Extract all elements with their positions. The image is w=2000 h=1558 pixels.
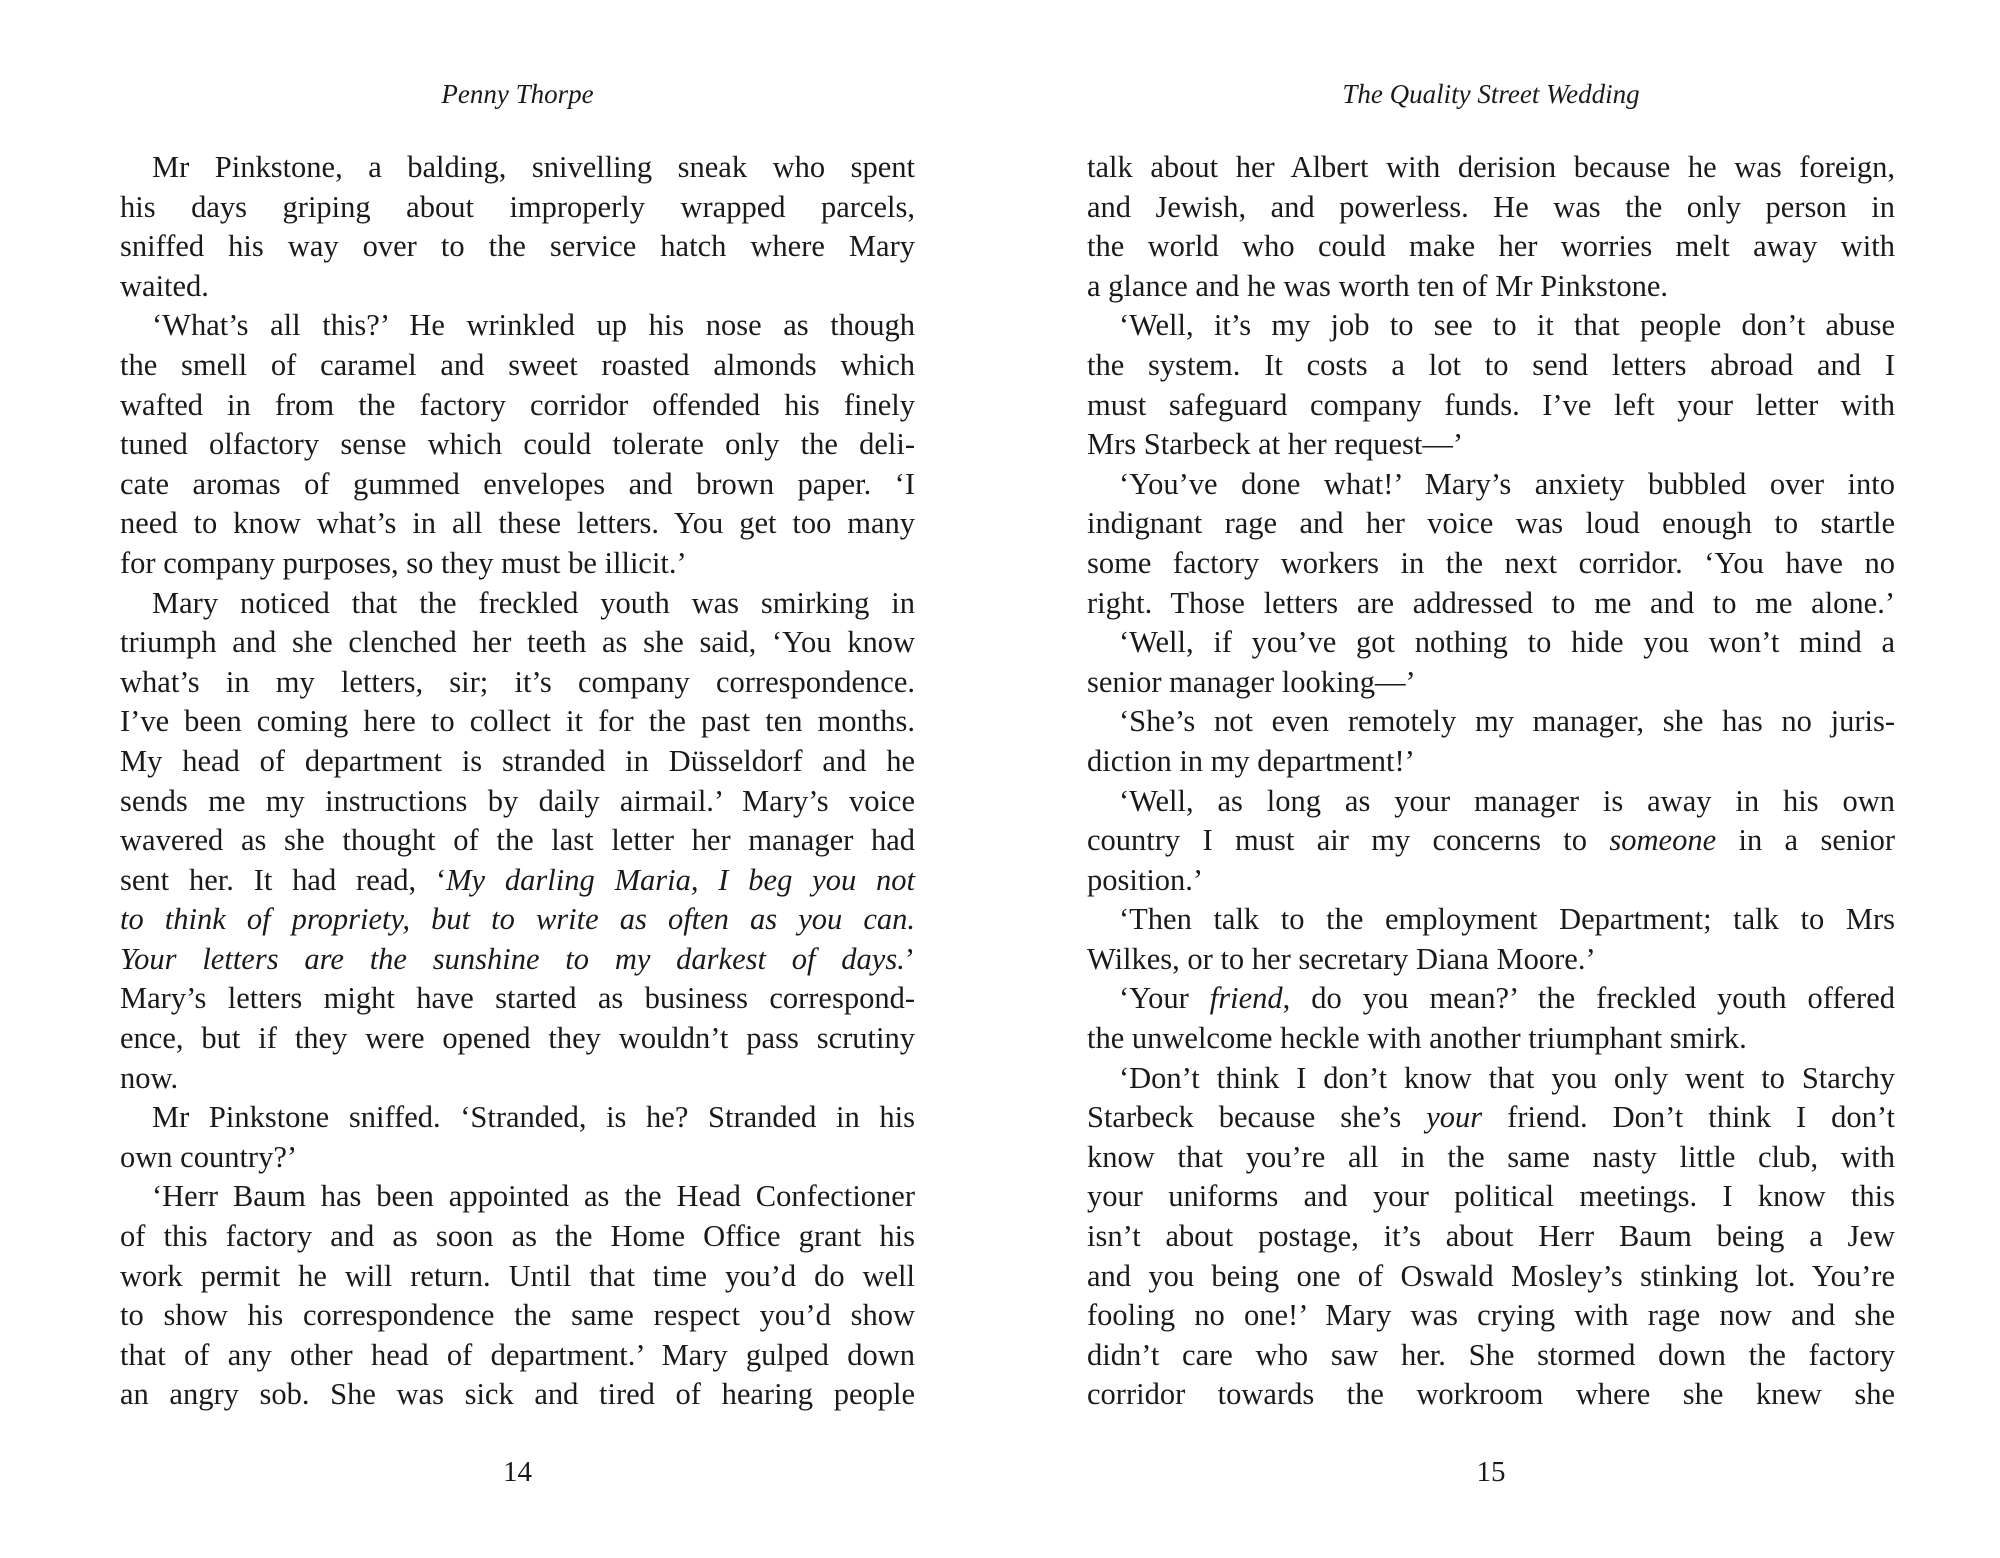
right-body-text: [1087, 148, 1895, 1415]
text-run: ‘Well, it’s my job to see to it that people don’t abuse: [1119, 308, 1895, 343]
text-line: [1087, 821, 1895, 861]
right-page-number: 15: [1476, 1456, 1506, 1488]
text-line: [1087, 188, 1895, 228]
text-run: of this factory and as soon as the Home Office grant his: [120, 1219, 915, 1254]
text-line: [120, 1217, 915, 1257]
italic-run: Your letters are the sunshine to my darkest of days.: [120, 941, 905, 976]
text-line: [1087, 1098, 1895, 1138]
left-page: [120, 0, 915, 1558]
text-run: the system. It costs a lot to send letters abroad and I: [1087, 347, 1895, 382]
text-run: his days griping about improperly wrapped parcels,: [120, 189, 915, 224]
text-line: [1087, 544, 1895, 584]
text-run: ence, but if they were opened they wouldn’t pass scrutiny: [120, 1021, 915, 1056]
italic-run: friend: [1209, 981, 1283, 1016]
text-line: [120, 544, 915, 584]
text-line: [1087, 584, 1895, 624]
text-line: [1087, 267, 1895, 307]
left-body-text: [120, 148, 915, 1415]
text-line: [1087, 623, 1895, 663]
text-line: [1087, 1138, 1895, 1178]
text-run: need to know what’s in all these letters. You get too many: [120, 506, 915, 541]
text-line: [120, 861, 915, 901]
text-line: [1087, 1177, 1895, 1217]
italic-run: your: [1426, 1100, 1483, 1135]
text-run: country I must air my concerns to: [1087, 823, 1610, 858]
text-run: indignant rage and her voice was loud enough to startle: [1087, 506, 1895, 541]
text-line: [1087, 1217, 1895, 1257]
text-run: , do you mean?’ the freckled youth offered: [1282, 981, 1895, 1016]
text-line: [1087, 1336, 1895, 1376]
text-run: ‘Well, if you’ve got nothing to hide you won’t mind a: [1119, 625, 1895, 660]
text-run: the smell of caramel and sweet roasted almonds which: [120, 347, 915, 382]
text-line: [1087, 1375, 1895, 1415]
text-line: [120, 584, 915, 624]
text-line: [1087, 663, 1895, 703]
text-line: [1087, 386, 1895, 426]
right-page: [1087, 0, 1895, 1558]
text-run: diction in my department!’: [1087, 743, 1415, 778]
text-line: [1087, 900, 1895, 940]
text-run: what’s in my letters, sir; it’s company correspondence.: [120, 664, 915, 699]
text-line: [1087, 425, 1895, 465]
text-run: Wilkes, or to her secretary Diana Moore.’: [1087, 941, 1596, 976]
text-run: in a senior: [1716, 823, 1895, 858]
text-run: an angry sob. She was sick and tired of hearing people: [120, 1377, 915, 1412]
text-run: senior manager looking—’: [1087, 664, 1416, 699]
text-run: ’: [904, 941, 915, 976]
text-run: must safeguard company funds. I’ve left your letter with: [1087, 387, 1895, 422]
text-line: [120, 900, 915, 940]
text-run: Mary’s letters might have started as business correspond-: [120, 981, 915, 1016]
text-line: [120, 1296, 915, 1336]
text-line: [120, 386, 915, 426]
text-line: [1087, 1019, 1895, 1059]
text-run: sends me my instructions by daily airmail.’ Mary’s voice: [120, 783, 915, 818]
text-run: ‘Well, as long as your manager is away in his own: [1119, 783, 1895, 818]
text-line: [1087, 940, 1895, 980]
text-run: right. Those letters are addressed to me and to me alone.’: [1087, 585, 1895, 620]
text-run: triumph and she clenched her teeth as she said, ‘You know: [120, 625, 915, 660]
text-line: [120, 821, 915, 861]
text-line: [1087, 1059, 1895, 1099]
text-line: [120, 1177, 915, 1217]
text-run: work permit he will return. Until that time you’d do well: [120, 1258, 915, 1293]
text-line: [120, 267, 915, 307]
text-line: [120, 504, 915, 544]
italic-run: to think of propriety, but to write as often as you can.: [120, 902, 915, 937]
text-line: [1087, 346, 1895, 386]
left-running-header: Penny Thorpe: [441, 79, 594, 109]
text-run: Mr Pinkstone, a balding, snivelling sneak who spent: [152, 150, 915, 184]
text-run: corridor towards the workroom where she knew she: [1087, 1377, 1895, 1412]
text-run: the unwelcome heckle with another triumphant smirk.: [1087, 1021, 1747, 1056]
text-line: [120, 663, 915, 703]
text-line: [1087, 742, 1895, 782]
text-line: [1087, 702, 1895, 742]
text-run: tuned olfactory sense which could tolerate only the deli-: [120, 427, 915, 462]
text-line: [120, 1098, 915, 1138]
text-line: [120, 1336, 915, 1376]
text-line: [120, 742, 915, 782]
text-line: [120, 188, 915, 228]
text-run: know that you’re all in the same nasty little club, with: [1087, 1139, 1895, 1174]
text-run: that of any other head of department.’ Mary gulped down: [120, 1337, 915, 1372]
left-page-number: 14: [503, 1456, 532, 1488]
text-line: [120, 465, 915, 505]
text-run: ‘Don’t think I don’t know that you only went to Starchy: [1119, 1060, 1895, 1095]
text-line: [1087, 465, 1895, 505]
text-run: friend. Don’t think I don’t: [1482, 1100, 1895, 1135]
text-run: ‘She’s not even remotely my manager, she has no juris-: [1119, 704, 1895, 739]
text-line: [1087, 306, 1895, 346]
text-run: sniffed his way over to the service hatch where Mary: [120, 229, 915, 264]
text-run: waited.: [120, 268, 209, 303]
right-running-header: The Quality Street Wedding: [1342, 79, 1640, 109]
text-line: [120, 1138, 915, 1178]
text-run: wavered as she thought of the last letter her manager had: [120, 823, 915, 858]
text-line: [120, 227, 915, 267]
text-run: some factory workers in the next corridor. ‘You have no: [1087, 545, 1895, 580]
text-line: [1087, 861, 1895, 901]
text-line: [120, 702, 915, 742]
text-line: [120, 623, 915, 663]
text-run: wafted in from the factory corridor offended his finely: [120, 387, 915, 422]
text-run: your uniforms and your political meetings. I know this: [1087, 1179, 1895, 1214]
text-run: ‘You’ve done what!’ Mary’s anxiety bubbled over into: [1119, 466, 1895, 501]
text-run: for company purposes, so they must be illicit.’: [120, 545, 687, 580]
text-run: talk about her Albert with derision because he was foreign,: [1087, 150, 1895, 184]
text-run: sent her. It had read, ‘: [120, 862, 447, 897]
text-line: [1087, 504, 1895, 544]
text-run: ‘Your: [1119, 981, 1210, 1016]
text-run: and you being one of Oswald Mosley’s stinking lot. You’re: [1087, 1258, 1895, 1293]
text-run: cate aromas of gummed envelopes and brown paper. ‘I: [120, 466, 915, 501]
text-run: didn’t care who saw her. She stormed down the factory: [1087, 1337, 1895, 1372]
text-line: [120, 782, 915, 822]
text-run: now.: [120, 1060, 179, 1095]
text-run: ‘Then talk to the employment Department; talk to Mrs: [1119, 902, 1895, 937]
text-line: [1087, 1296, 1895, 1336]
text-run: I’ve been coming here to collect it for the past ten months.: [120, 704, 915, 739]
text-line: [1087, 782, 1895, 822]
italic-run: someone: [1609, 823, 1717, 858]
text-line: [120, 1375, 915, 1415]
text-run: ‘Herr Baum has been appointed as the Head Confectioner: [152, 1179, 915, 1214]
text-line: [1087, 148, 1895, 188]
text-line: [1087, 227, 1895, 267]
text-run: My head of department is stranded in Düsseldorf and he: [120, 743, 915, 778]
text-line: [120, 979, 915, 1019]
text-line: [1087, 1257, 1895, 1297]
text-run: own country?’: [120, 1139, 298, 1174]
text-line: [120, 1257, 915, 1297]
text-run: Mrs Starbeck at her request—’: [1087, 427, 1464, 462]
text-line: [120, 1059, 915, 1099]
text-line: [120, 148, 915, 188]
text-line: [120, 306, 915, 346]
text-run: position.’: [1087, 862, 1204, 897]
text-line: [120, 346, 915, 386]
text-run: fooling no one!’ Mary was crying with rage now and she: [1087, 1298, 1895, 1333]
text-run: isn’t about postage, it’s about Herr Baum being a Jew: [1087, 1219, 1895, 1254]
text-line: [1087, 979, 1895, 1019]
text-run: and Jewish, and powerless. He was the only person in: [1087, 189, 1895, 224]
text-run: the world who could make her worries melt away with: [1087, 229, 1895, 264]
text-run: Mary noticed that the freckled youth was smirking in: [152, 585, 915, 620]
text-line: [120, 425, 915, 465]
text-line: [120, 940, 915, 980]
text-run: Starbeck because she’s: [1087, 1100, 1427, 1135]
italic-run: My darling Maria, I beg you not: [446, 862, 916, 897]
text-run: to show his correspondence the same respect you’d show: [120, 1298, 915, 1333]
text-run: a glance and he was worth ten of Mr Pinkstone.: [1087, 268, 1669, 303]
text-run: Mr Pinkstone sniffed. ‘Stranded, is he? Stranded in his: [152, 1100, 915, 1135]
text-run: ‘What’s all this?’ He wrinkled up his nose as though: [152, 308, 915, 343]
text-line: [120, 1019, 915, 1059]
